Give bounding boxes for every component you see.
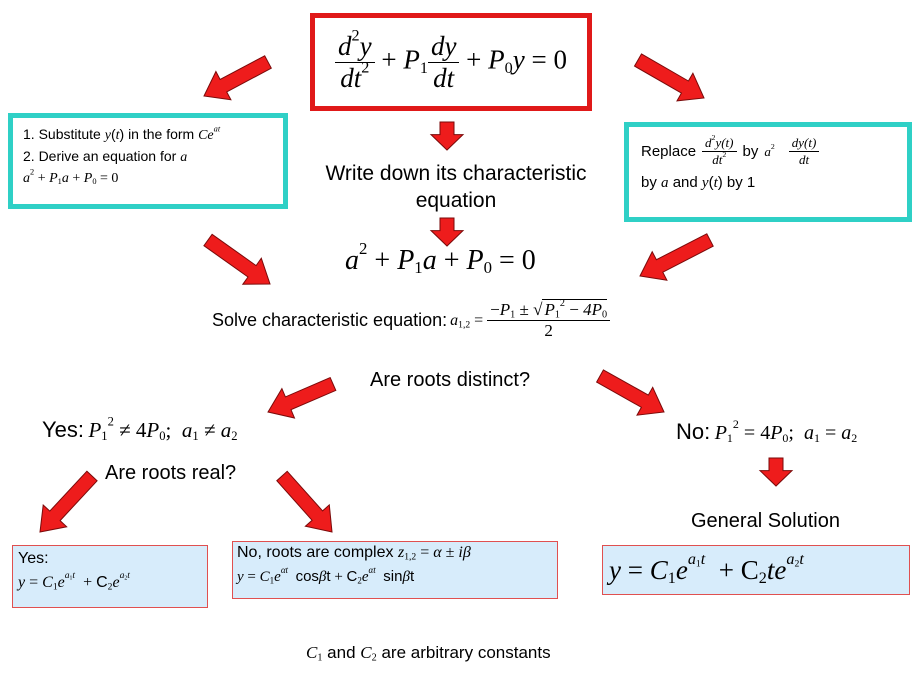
characteristic-equation: $a^2 + P_1a + P_0 = 0$	[345, 238, 536, 278]
arrow-right-box-to-eq	[640, 234, 713, 280]
arrow-to-no-branch	[597, 370, 664, 415]
real-roots-solution: $y = C_1e^{a_1t} + C_2e^{a_2t}$	[18, 570, 130, 593]
arrow-to-real-roots	[40, 471, 97, 532]
substitution-box	[8, 113, 288, 209]
arrow-left-box-to-eq	[204, 234, 270, 284]
real-question: Are roots real?	[105, 462, 237, 484]
substitution-step-1: 1. Substitute y(t) in the form $Ce^{at}$	[23, 124, 221, 143]
replacement-line-1: Replace $\frac{d^2y(t)}{dt^2}$ by $a^2$ $\frac{dy(t)}{dt}$	[641, 135, 907, 168]
replacement-box	[624, 122, 912, 222]
general-solution-label: General Solution	[691, 510, 840, 532]
substitution-step-2: 2. Derive an equation for a	[23, 148, 188, 166]
complex-roots-box: No, roots are complex $z_{1,2} = \alpha \pm i\beta$ $y = C_1e^{\alpha t}$ $\cos\beta t + C_2e^{\alpha t}$ sinβt	[232, 541, 558, 599]
real-roots-box: Yes: $y = C_1e^{a_1t} + C_2e^{a_2t}$	[12, 545, 208, 608]
general-solution-box	[602, 545, 910, 595]
differential-equation: $\frac{d^2y}{dt^2}$ + $P_1$ $\frac{dy}{dt}$ + $P_0y = 0$	[335, 31, 567, 94]
differential-equation-box	[310, 13, 592, 111]
arrow-to-complex-roots	[277, 471, 332, 532]
arrow-to-characteristic-eq	[431, 218, 463, 246]
footer-note: $C_1$ and $C_2$ are arbitrary constants	[306, 643, 551, 664]
characteristic-label: Write down its characteristic equation	[325, 162, 587, 213]
arrow-to-yes-branch	[268, 378, 336, 418]
general-solution-equation: $y = C_1e^{a_1t} + C_2te^{a_2t}$	[609, 549, 804, 587]
complex-roots-solution: $y = C_1e^{\alpha t}$ $\cos\beta t + C_2e^{\alpha t}$ sinβt	[237, 564, 415, 586]
arrow-to-left-box	[204, 56, 271, 100]
yes-branch-condition: Yes: $P_1^2 \ne 4P_0$; $a_1 \ne a_2$	[42, 414, 238, 444]
substitution-equation: $a^2 + P_1a + P_0 = 0$	[23, 167, 119, 186]
distinct-question: Are roots distinct?	[370, 369, 531, 391]
no-branch-condition: No: $P_1^2 = 4P_0$; $a_1 = a_2$	[676, 417, 858, 445]
arrow-to-characteristic-label	[431, 122, 463, 150]
replacement-line-2: by a and y(t) by 1	[641, 174, 756, 191]
arrow-to-right-box	[635, 54, 705, 101]
arrow-to-general-solution	[760, 458, 792, 486]
solve-step: Solve characteristic equation : $a_{1,2}$ = $\frac{-P_1 \pm √ P_1^2 - 4P_0}{2}$	[212, 300, 610, 341]
